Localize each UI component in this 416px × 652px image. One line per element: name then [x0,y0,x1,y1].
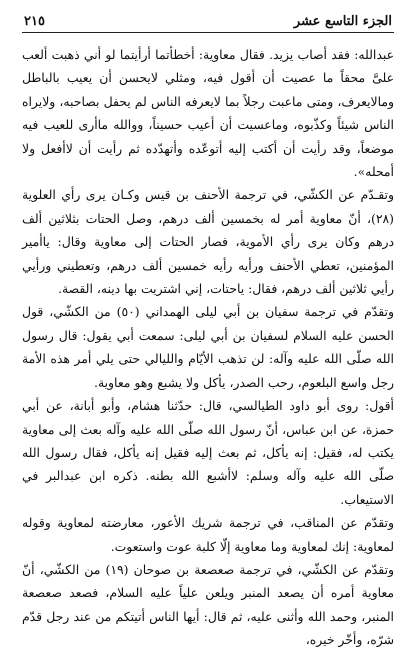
paragraph: أقول: روى أبو داود الطيالسي، قال: حدّثنا هشام، وأبو أبانة، عن أبي حمزة، عن ابن عباس، أنّ رسول الله صلّى الله عليه وآله بعث إلى معاوية يكتب له، فقيل: إنه يأكل، ثم بعث إليه فقيل إنه يأكل، فقال رسول الله صلّى الله عليه وآله وسلم: لاأشبع الله بطنه. ذكره ابن عبدالبر في الاستيعاب. [22,398,394,507]
running-title: الجزء التاسع عشر [293,14,392,29]
paragraph: وتقدّم في ترجمة سفيان بن أبي ليلى الهمداني (٥٠) من الكشّي، قول الحسن عليه السلام لسفيان بن أبي ليلى: سمعت أبي يقول: قال رسول الله صلّى الله عليه وآله: لن تذهب الأيّام والليالي حتى يلي أمر هذه الأمة رجل واسع البلعوم، رحب الصدر، يأكل ولا يشبع وهو معاوية. [22,304,394,390]
paragraph: وتقدّم عن الكشّي، في ترجمة صعصعة بن صوحان (١٩) من الكشّي، أنّ معاوية أمره أن يصعد المنبر ويلعن علياً عليه السلام، فصعد صعصعة المنبر، وحمد الله وأثنى عليه، ثم قال: أيها الناس أتيتكم من عند رجل قدّم شرّه، وأخّر خيره، [22,561,394,648]
paragraph: عبدالله: فقد أصاب يزيد. فقال معاوية: أخطأتما أرأيتما لو أني ذهبت ألعب علىَّ محقاً ما عصيت أن أقول فيه، ومثلي لايحسن أن يعيب بالباطل ومالايعرف، ومتى ماعبت رجلاً بما لايعرفه الناس لم يحفل بصاحبه، ولايراه الناس شيئاً وكذّبوه، وماعسيت أن أعيب حسيناً، ووالله ماأرى للعيب فيه موضعاً، وقد رأيت أن أكتب إليه أتوعّده وأتهدّده ثم رأيت أن لاأفعل ولا أمحله». [22,47,394,180]
paragraph: وتقدّم عن المناقب، في ترجمة شريك الأعور، معارضته لمعاوية وقوله لمعاوية: إنك لمعاوية وما معاوية إلّا كلبة عوت واستعوت. [22,515,394,554]
header-rule [22,32,394,33]
page-body [22,43,394,652]
paragraph: وتقـدّم عن الكشّي، في ترجمة الأحنف بن قيس وكـان يرى رأي العلوية (٢٨)، أنّ معاوية أمر له بخمسين ألف درهم، وصل الحتات بثلاثين ألف درهم وكان يرى رأي الأموية، فصار الحتات إلى معاوية وقال: ياأمير المؤمنين، تعطي الأحنف ورأيه رأيه خمسين ألف درهم، وتعطيني ورأيي رأيي ثلاثين ألف درهم، فقال: ياحتات، إني اشتريت بها دينه، القصة. [22,187,394,297]
page-header [22,14,394,31]
page-number: ٢١٥ [24,14,45,29]
